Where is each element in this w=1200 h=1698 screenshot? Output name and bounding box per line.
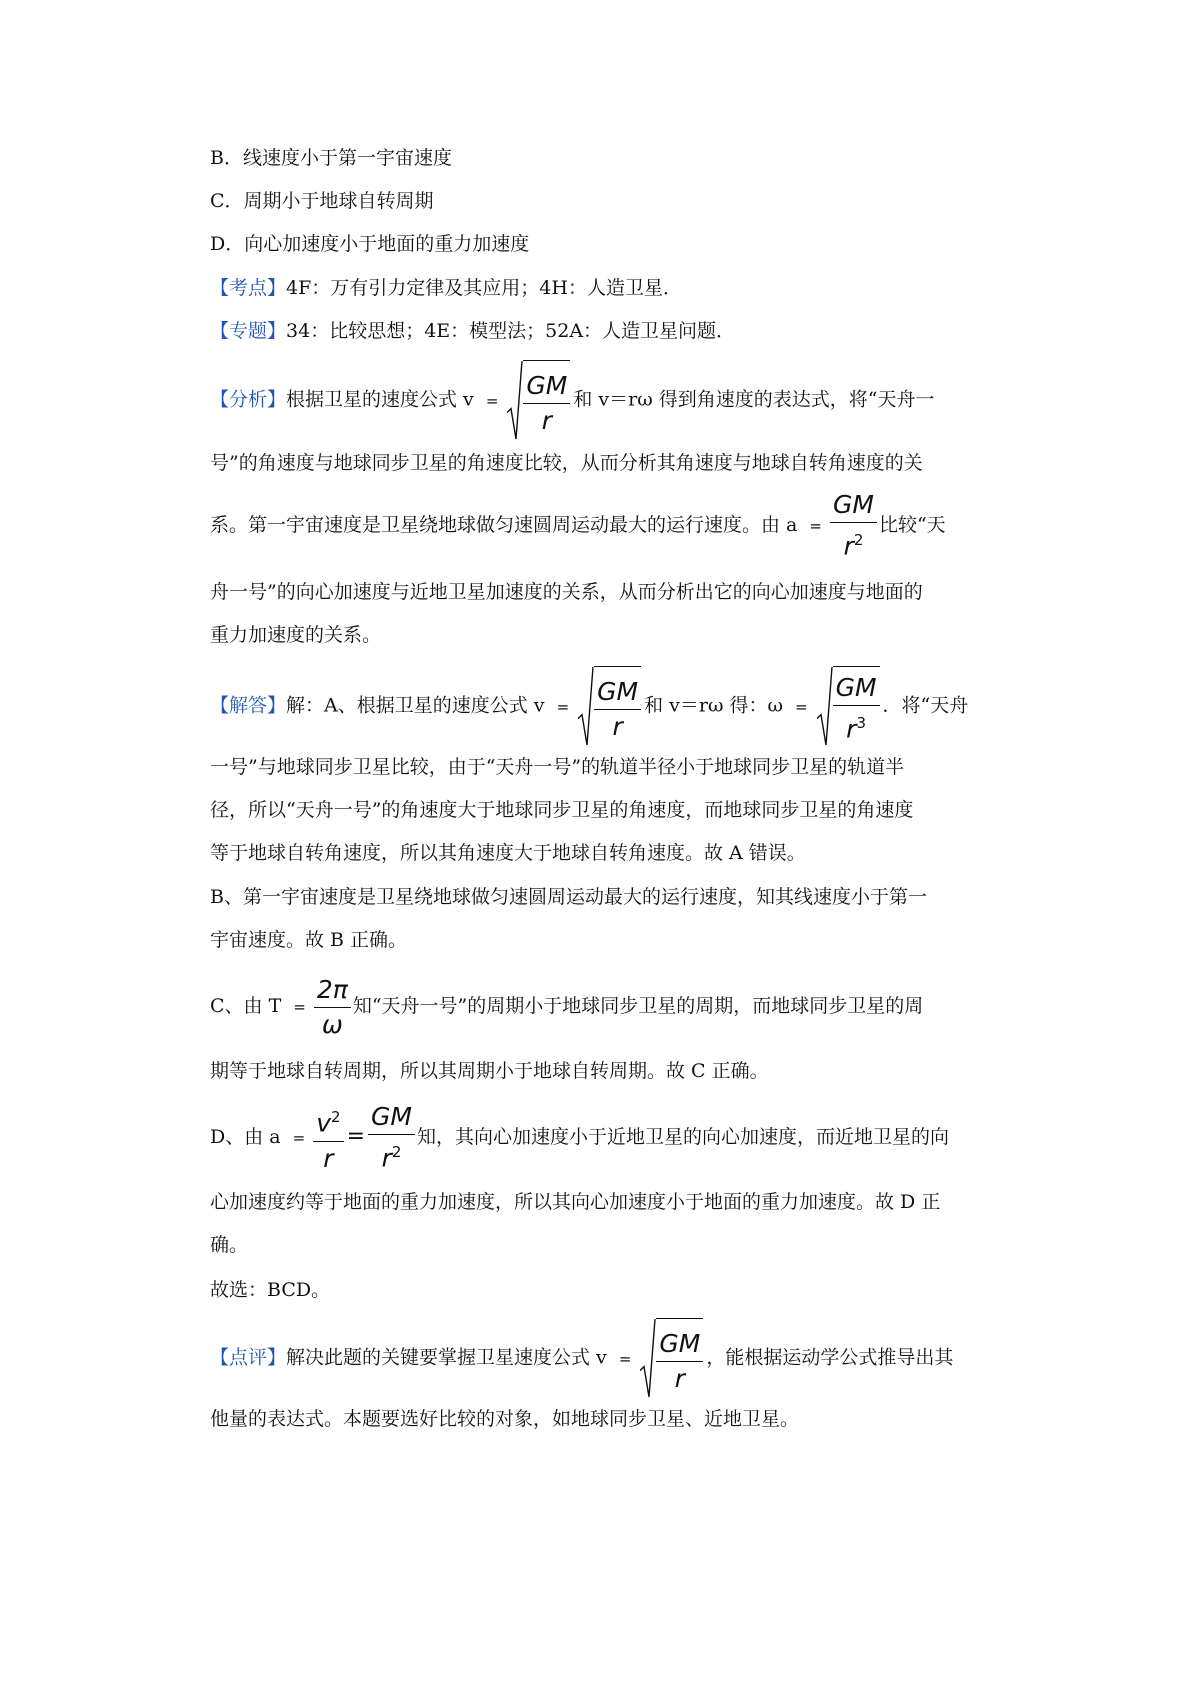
option-b: B．线速度小于第一宇宙速度	[210, 147, 452, 169]
frac-num: GM	[830, 488, 877, 523]
jieda-c-text-b: 知“天舟一号”的周期小于地球同步卫星的周期，而地球同步卫星的周	[352, 995, 924, 1017]
equals-sign: =	[556, 697, 570, 716]
dianping-text-1b: ，能根据运动学公式推导出其	[706, 1346, 954, 1369]
jieda-line-1	[210, 666, 1015, 747]
equals-sign: =	[809, 517, 822, 535]
jieda-line-4: 等于地球自转角速度，所以其角速度大于地球自转角速度。故 A 错误。	[210, 842, 806, 864]
frac-num	[313, 1100, 343, 1141]
kaodian-text: 4F：万有引力定律及其应用；4H：人造卫星．	[286, 277, 682, 299]
jieda-d-text-b: 知，其向心加速度小于近地卫星的向心加速度，而近地卫星的向	[416, 1126, 949, 1148]
jieda-line-2: 一号”与地球同步卫星比较，由于“天舟一号”的轨道半径小于地球同步卫星的轨道半	[210, 756, 905, 778]
exponent: 2	[331, 1108, 341, 1127]
frac-gm-over-r2	[830, 488, 877, 563]
sqrt-gm-over-r	[640, 1318, 703, 1399]
jieda-text-1b: 和 v＝rω 得：ω	[644, 694, 790, 717]
frac-gm-over-r2	[368, 1100, 415, 1175]
sqrt-gm-over-r	[507, 360, 570, 441]
equals-sign: =	[795, 697, 808, 716]
base-v: v	[316, 1108, 332, 1138]
frac-num: 2π	[314, 973, 351, 1008]
answer-line: 故选：BCD。	[210, 1279, 331, 1301]
sqrt-gm-over-r	[578, 666, 641, 747]
frac-v2-over-r	[313, 1100, 343, 1175]
jieda-c-line-2: 期等于地球自转周期，所以其周期小于地球自转周期。故 C 正确。	[210, 1060, 769, 1082]
jieda-text-1a: 解：A、根据卫星的速度公式 v	[286, 694, 551, 717]
jieda-line-3: 径，所以“天舟一号”的角速度大于地球同步卫星的角速度，而地球同步卫星的角速度	[210, 799, 914, 821]
base-r: r	[381, 1143, 392, 1173]
zhuanti-line	[210, 316, 1015, 346]
jieda-tag: 【解答】	[210, 694, 287, 717]
fenxi-text-1b: 和 v＝rω 得到角速度的表达式，将“天舟一	[573, 388, 935, 411]
frac-2pi-over-omega	[314, 973, 351, 1042]
frac-num: GM	[656, 1327, 703, 1362]
frac-num: GM	[523, 369, 570, 404]
kaodian-line	[210, 273, 1015, 303]
jieda-d-line-1	[210, 1096, 1015, 1179]
exponent: 2	[391, 1143, 402, 1162]
fenxi-line-5: 重力加速度的关系。	[210, 624, 382, 646]
dianping-text-1a: 解决此题的关键要掌握卫星速度公式 v	[286, 1346, 613, 1369]
jieda-d-line-2: 心加速度约等于地面的重力加速度，所以其向心加速度小于地面的重力加速度。故 D 正	[210, 1191, 941, 1213]
fenxi-tag: 【分析】	[210, 388, 287, 411]
jieda-c-text-a: C、由 T	[210, 995, 288, 1017]
equals-sign: =	[346, 1124, 365, 1149]
jieda-b-line-1: B、第一宇宙速度是卫星绕地球做匀速圆周运动最大的运行速度，知其线速度小于第一	[210, 886, 927, 908]
jieda-c-line-1	[210, 965, 1015, 1048]
dianping-line-1	[210, 1318, 1015, 1399]
frac-den	[833, 706, 880, 746]
frac-den: ω	[321, 1009, 343, 1039]
fenxi-line-3	[210, 484, 1015, 567]
frac-num: GM	[833, 671, 880, 706]
frac-den: r	[674, 1363, 686, 1393]
exponent: 2	[853, 531, 864, 550]
equals-sign: =	[618, 1349, 632, 1368]
fenxi-text-1a: 根据卫星的速度公式 v	[286, 388, 480, 411]
frac-den: r	[323, 1143, 334, 1173]
sqrt-gm-over-r3	[817, 666, 880, 747]
jieda-b-line-2: 宇宙速度。故 B 正确。	[210, 929, 408, 951]
fenxi-line-4: 舟一号”的向心加速度与近地卫星加速度的关系，从而分析出它的向心加速度与地面的	[210, 581, 923, 603]
dianping-tag: 【点评】	[210, 1346, 287, 1369]
jieda-d-text-a: D、由 a	[210, 1126, 287, 1148]
frac-den	[368, 1135, 415, 1175]
fenxi-line-1	[210, 360, 1015, 441]
option-c: C．周期小于地球自转周期	[210, 190, 434, 212]
jieda-text-1c: ．将“天舟	[882, 694, 969, 717]
fenxi-text-3a: 系。第一宇宙速度是卫星绕地球做匀速圆周运动最大的运行速度。由 a	[210, 514, 804, 536]
equals-sign: =	[485, 391, 499, 410]
frac-den	[830, 523, 877, 563]
frac-num: GM	[594, 675, 641, 710]
base-r: r	[843, 531, 854, 561]
equals-sign: =	[292, 1129, 306, 1147]
fenxi-text-3b: 比较“天	[878, 514, 946, 536]
base-r: r	[846, 714, 857, 744]
zhuanti-tag: 【专题】	[210, 320, 287, 342]
fenxi-line-2: 号”的角速度与地球同步卫星的角速度比较，从而分析其角速度与地球自转角速度的关	[210, 452, 923, 474]
frac-den: r	[612, 711, 623, 741]
dianping-line-2: 他量的表达式。本题要选好比较的对象，如地球同步卫星、近地卫星。	[210, 1408, 800, 1430]
option-d: D．向心加速度小于地面的重力加速度	[210, 233, 530, 255]
jieda-d-line-3: 确。	[210, 1234, 249, 1256]
zhuanti-text: 34：比较思想；4E：模型法；52A：人造卫星问题．	[286, 320, 736, 342]
frac-den: r	[541, 405, 553, 435]
equals-sign: =	[293, 998, 306, 1016]
kaodian-tag: 【考点】	[210, 277, 287, 299]
exponent: 3	[856, 714, 866, 733]
frac-num: GM	[368, 1100, 415, 1135]
